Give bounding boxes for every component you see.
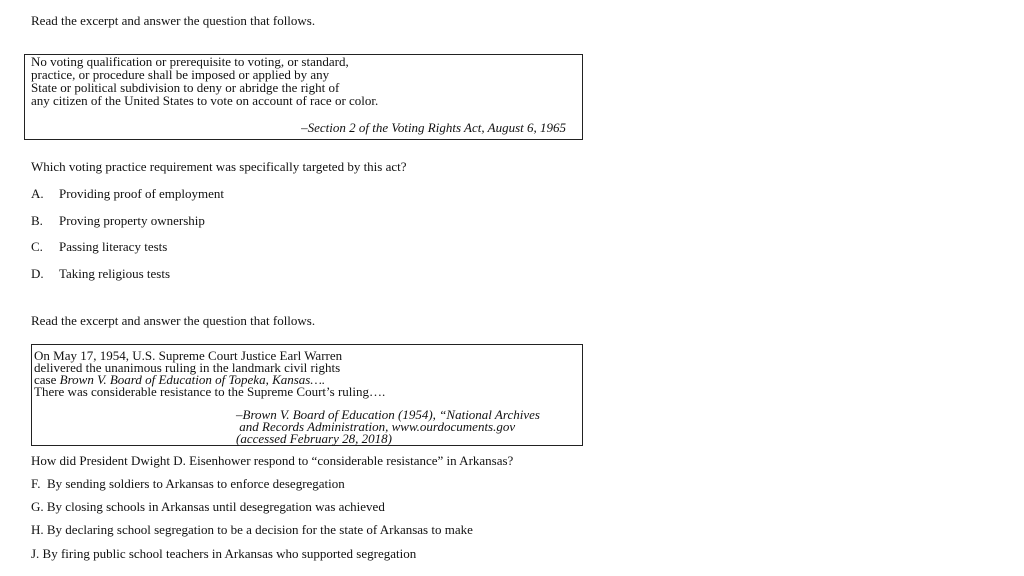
choice-text: Passing literacy tests	[59, 239, 168, 254]
q1-citation: –Section 2 of the Voting Rights Act, August 6, 1965	[301, 120, 566, 135]
choice-letter: D.	[31, 266, 44, 281]
q2-choice-f[interactable]: F. By sending soldiers to Arkansas to enforce desegregation	[31, 476, 345, 491]
q1-excerpt-box	[24, 54, 583, 140]
q2-choice-j[interactable]: J. By firing public school teachers in Arkansas who supported segregation	[31, 546, 417, 561]
q2-question: How did President Dwight D. Eisenhower respond to “considerable resistance” in Arkansas?	[31, 453, 514, 468]
q1-question: Which voting practice requirement was specifically targeted by this act?	[31, 159, 407, 174]
q2-excerpt-case-prefix: case	[34, 372, 60, 387]
q1-instruction: Read the excerpt and answer the question that follows.	[31, 13, 316, 28]
choice-letter: B.	[31, 213, 43, 228]
choice-text: Providing proof of employment	[59, 186, 225, 201]
choice-letter: A.	[31, 186, 44, 201]
q2-citation-line: –Brown V. Board of Education (1954), “National Archives	[236, 407, 540, 422]
q2-choice-h[interactable]: H. By declaring school segregation to be a decision for the state of Arkansas to make	[31, 522, 473, 537]
q1-excerpt-line: any citizen of the United States to vote on account of race or color.	[31, 93, 379, 108]
choice-text: Proving property ownership	[59, 213, 205, 228]
q1-excerpt-line: No voting qualification or prerequisite to voting, or standard,	[31, 54, 349, 69]
q2-excerpt-box	[31, 344, 583, 446]
q1-excerpt-line: State or political subdivision to deny or abridge the right of	[31, 80, 340, 95]
choice-text: Taking religious tests	[59, 266, 171, 281]
q2-excerpt-line: delivered the unanimous ruling in the landmark civil rights	[34, 360, 341, 375]
choice-letter: C.	[31, 239, 43, 254]
q2-citation-line: and Records Administration, www.ourdocuments.gov	[236, 419, 516, 434]
q2-excerpt-line: There was considerable resistance to the Supreme Court’s ruling….	[34, 384, 386, 399]
q2-instruction: Read the excerpt and answer the question that follows.	[31, 313, 316, 328]
q2-choice-g[interactable]: G. By closing schools in Arkansas until desegregation was achieved	[31, 499, 385, 514]
q2-citation-line: (accessed February 28, 2018)	[236, 431, 392, 446]
q1-excerpt-line: practice, or procedure shall be imposed or applied by any	[31, 67, 330, 82]
q2-excerpt-case-name: Brown V. Board of Education of Topeka, Kansas….	[59, 372, 326, 387]
q2-excerpt-line: On May 17, 1954, U.S. Supreme Court Justice Earl Warren	[34, 348, 343, 363]
